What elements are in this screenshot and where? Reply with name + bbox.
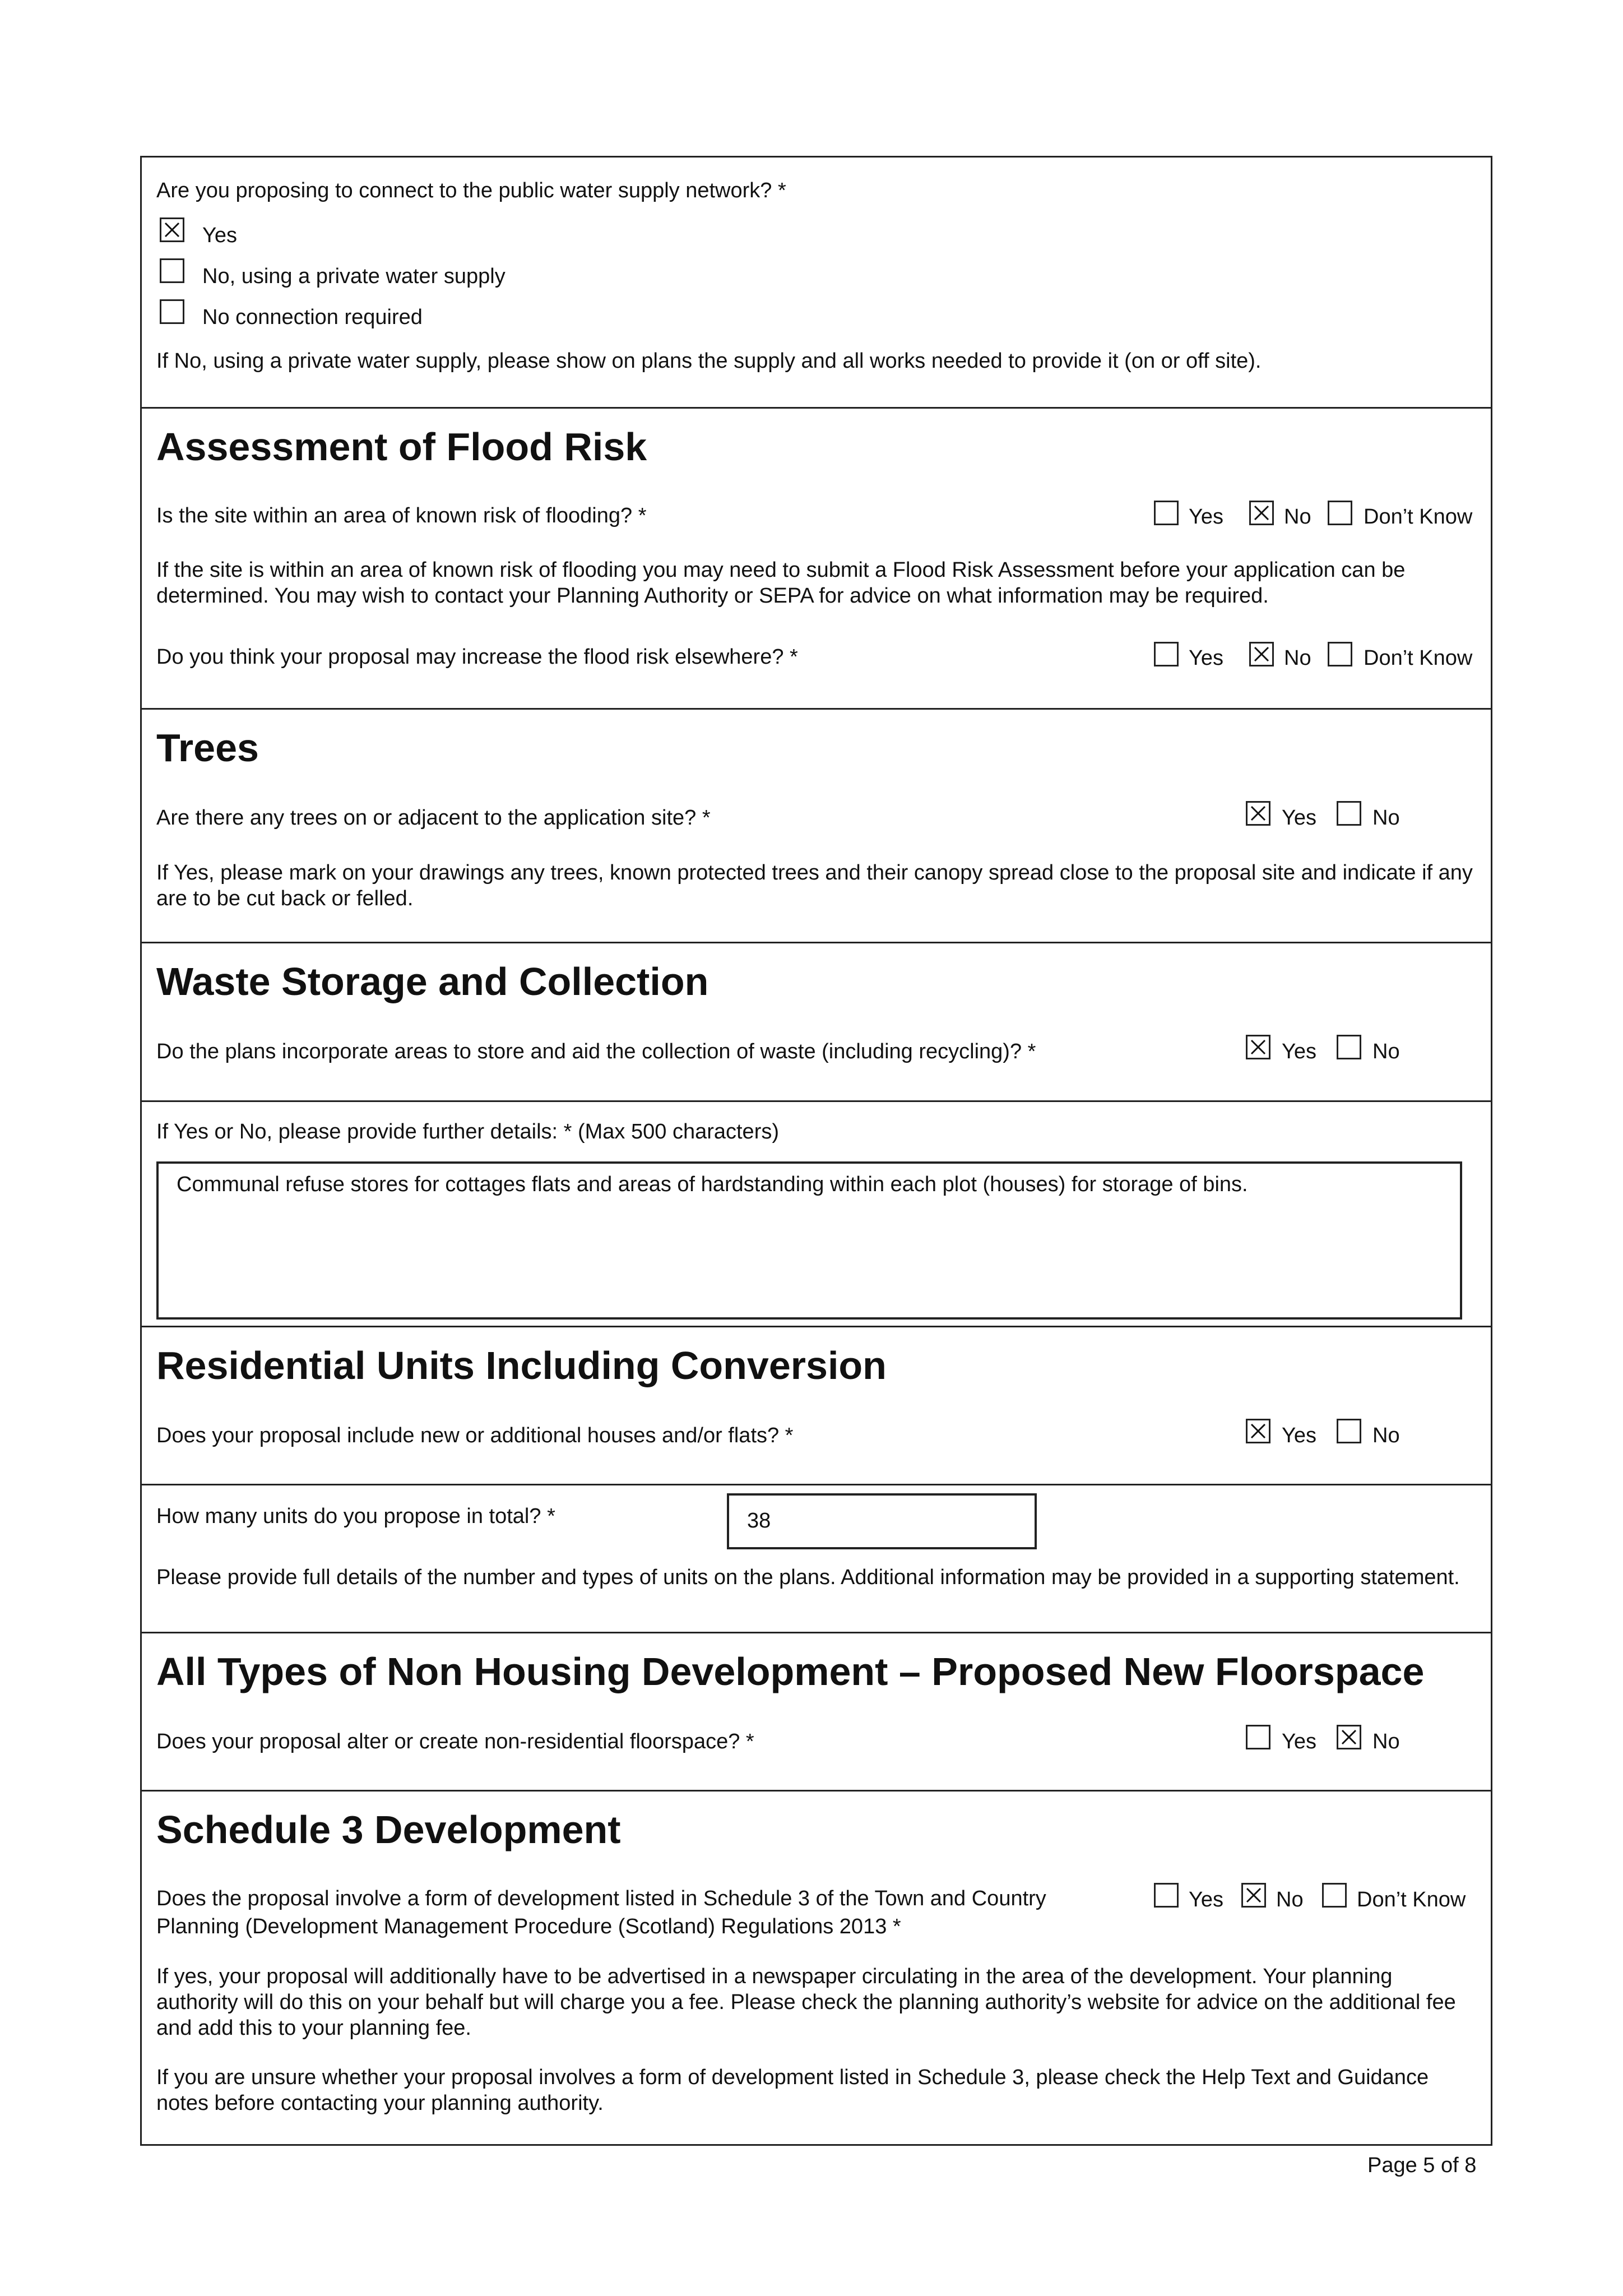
residential-no-label: No [1372,1424,1400,1447]
flood-q1-dontknow-label: Don’t Know [1364,505,1473,529]
flood-q2-yes-label: Yes [1189,646,1223,670]
waste-details-section [142,1100,1491,1327]
waste-no-checkbox[interactable] [1337,1035,1361,1059]
schedule3-note2: If you are unsure whether your proposal involves a form of development listed in Schedule 3, please check the Help Text and Guidance notes before contacting your planning authority. [156,2066,1429,2115]
waste-yes-label: Yes [1282,1040,1316,1063]
flood-note: If the site is within an area of known risk of flooding you may need to submit a Flood Risk Assessment before your application can be determined. You may wish to contact your Planning Authority or SEPA for advice on what information may be required. [156,558,1406,608]
residential-no-checkbox[interactable] [1337,1419,1361,1443]
schedule3-no-label: No [1276,1888,1304,1911]
residential-yes-label: Yes [1282,1424,1316,1447]
waste-heading: Waste Storage and Collection [156,960,709,1003]
residential-heading: Residential Units Including Conversion [156,1344,887,1387]
checkbox-cross-icon [1341,1729,1357,1745]
checkbox-cross-icon [1250,806,1266,821]
residential-question: Does your proposal include new or additional houses and/or flats? * [156,1424,794,1447]
water-private-checkbox[interactable] [160,258,184,283]
flood-q2-no-label: No [1284,646,1311,670]
nonhousing-yes-label: Yes [1282,1730,1316,1753]
checkbox-cross-icon [1254,505,1269,521]
schedule3-yes-checkbox[interactable] [1154,1883,1179,1908]
residential-section [142,1326,1491,1485]
flood-q1-no-checkbox[interactable] [1249,501,1274,525]
trees-no-label: No [1372,806,1400,830]
residential-yes-checkbox[interactable] [1246,1419,1270,1443]
water-note: If No, using a private water supply, please show on plans the supply and all works needed to provide it (on or off site). [156,349,1262,373]
water-yes-label: Yes [202,224,237,247]
nonhousing-yes-checkbox[interactable] [1246,1725,1270,1749]
checkbox-cross-icon [1250,1039,1266,1055]
trees-heading: Trees [156,726,259,770]
waste-question: Do the plans incorporate areas to store and aid the collection of waste (including recycling)? * [156,1040,1036,1063]
water-supply-section [142,158,1491,407]
trees-question: Are there any trees on or adjacent to the application site? * [156,806,711,830]
checkbox-cross-icon [1246,1887,1262,1903]
trees-section [142,708,1491,943]
page-number: Page 5 of 8 [1367,2154,1477,2177]
schedule3-no-checkbox[interactable] [1241,1883,1266,1908]
flood-q2-no-checkbox[interactable] [1249,642,1274,666]
flood-q1-yes-label: Yes [1189,505,1223,529]
water-private-label: No, using a private water supply [202,265,506,288]
checkbox-cross-icon [1254,646,1269,662]
flood-q2-yes-checkbox[interactable] [1154,642,1179,666]
nonhousing-heading: All Types of Non Housing Development – Proposed New Floorspace [156,1650,1425,1693]
schedule3-yes-label: Yes [1189,1888,1223,1911]
waste-details-label: If Yes or No, please provide further details: * (Max 500 characters) [156,1120,779,1144]
units-note: Please provide full details of the number and types of units on the plans. Additional information may be provided in a supporting statement. [156,1566,1460,1589]
application-form-page [140,156,1492,2146]
checkbox-cross-icon [164,222,180,238]
nonhousing-no-label: No [1372,1730,1400,1753]
nonhousing-no-checkbox[interactable] [1337,1725,1361,1749]
waste-section [142,942,1491,1102]
trees-yes-label: Yes [1282,806,1316,830]
trees-no-checkbox[interactable] [1337,801,1361,826]
units-label: How many units do you propose in total? * [156,1505,555,1528]
nonhousing-section [142,1632,1491,1792]
flood-q1-no-label: No [1284,505,1311,529]
schedule3-dontknow-checkbox[interactable] [1322,1883,1347,1908]
trees-yes-checkbox[interactable] [1246,801,1270,826]
flood-q2-dontknow-label: Don’t Know [1364,646,1473,670]
flood-q1: Is the site within an area of known risk of flooding? * [156,504,647,527]
schedule3-dontknow-label: Don’t Know [1357,1888,1466,1911]
waste-details-value: Communal refuse stores for cottages flats and areas of hardstanding within each plot (houses) for storage of bins. [177,1173,1248,1196]
trees-note: If Yes, please mark on your drawings any trees, known protected trees and their canopy spread close to the proposal site and indicate if any are to be cut back or felled. [156,861,1473,910]
flood-q2-dontknow-checkbox[interactable] [1328,642,1352,666]
waste-no-label: No [1372,1040,1400,1063]
units-input[interactable] [727,1493,1037,1549]
flood-q2: Do you think your proposal may increase the flood risk elsewhere? * [156,645,798,669]
flood-risk-section [142,407,1491,710]
waste-details-textarea[interactable] [156,1161,1462,1320]
schedule3-question-line2: Planning (Development Management Procedure (Scotland) Regulations 2013 * [156,1915,901,1938]
flood-q1-dontknow-checkbox[interactable] [1328,501,1352,525]
checkbox-cross-icon [1250,1423,1266,1439]
schedule3-question-line1: Does the proposal involve a form of development listed in Schedule 3 of the Town and Country [156,1887,1046,1910]
water-none-label: No connection required [202,305,423,329]
units-section [142,1484,1491,1633]
water-none-checkbox[interactable] [160,299,184,324]
flood-heading: Assessment of Flood Risk [156,425,647,469]
water-question: Are you proposing to connect to the public water supply network? * [156,179,786,202]
water-yes-checkbox[interactable] [160,217,184,242]
schedule3-section [142,1790,1491,2147]
nonhousing-question: Does your proposal alter or create non-residential floorspace? * [156,1730,754,1753]
schedule3-note1: If yes, your proposal will additionally have to be advertised in a newspaper circulating in the area of the development. Your planning authority will do this on your behalf but will charge you a fee. Please check the planning authority’s website for advice on the additional fee and add this to your planning fee. [156,1965,1456,2040]
flood-q1-yes-checkbox[interactable] [1154,501,1179,525]
units-value: 38 [747,1509,771,1533]
schedule3-heading: Schedule 3 Development [156,1808,621,1851]
waste-yes-checkbox[interactable] [1246,1035,1270,1059]
